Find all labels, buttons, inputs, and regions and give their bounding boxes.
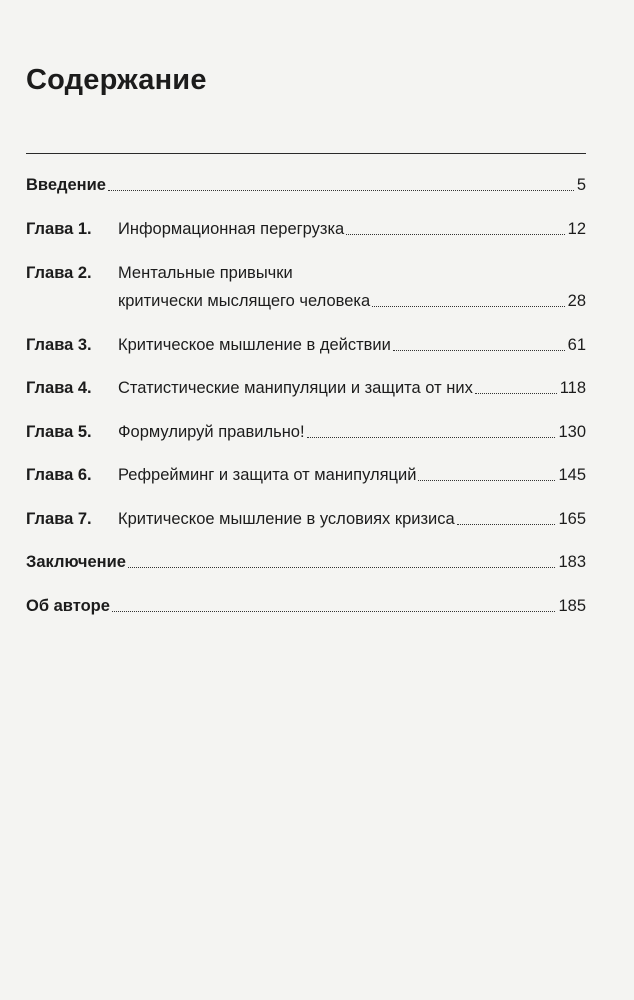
dot-leader: [112, 611, 556, 612]
chapter-prefix: Глава 4.: [26, 379, 92, 397]
dot-leader: [307, 437, 556, 438]
toc-entry-page: 61: [567, 336, 586, 354]
chapter-title: Рефрейминг и защита от манипуляций: [118, 466, 417, 484]
page-title: Содержание: [26, 64, 207, 96]
dot-leader: [372, 306, 564, 307]
toc-entry-chapter-3[interactable]: [26, 332, 586, 356]
dot-leader: [393, 350, 565, 351]
chapter-prefix: Глава 2.: [26, 264, 92, 282]
chapter-title: Критическое мышление в действии: [118, 336, 391, 354]
chapter-prefix: Глава 6.: [26, 466, 92, 484]
dot-leader: [346, 234, 564, 235]
title-divider: [26, 153, 586, 154]
toc-entry-page: 145: [558, 466, 586, 484]
toc-entry-label: Введение: [26, 176, 106, 194]
dot-leader: [418, 480, 555, 481]
dot-leader: [128, 567, 556, 568]
dot-leader: [457, 524, 556, 525]
chapter-prefix: Глава 3.: [26, 336, 92, 354]
toc-entry-conclusion[interactable]: [26, 549, 586, 573]
dot-leader: [475, 393, 557, 394]
toc-entry-page: 12: [567, 220, 586, 238]
chapter-title: Критическое мышление в условиях кризиса: [118, 510, 455, 528]
chapter-title: Формулируй правильно!: [118, 423, 305, 441]
toc-entry-chapter-2[interactable]: [26, 260, 586, 284]
toc-entry-chapter-1[interactable]: [26, 216, 586, 240]
chapter-prefix: Глава 5.: [26, 423, 92, 441]
chapter-prefix: Глава 7.: [26, 510, 92, 528]
toc-entry-page: 183: [558, 553, 586, 571]
toc-entry-chapter-2-continued[interactable]: [26, 288, 586, 312]
toc-entry-page: 28: [567, 292, 586, 310]
chapter-title: Статистические манипуляции и защита от них: [118, 379, 473, 397]
toc-entry-page: 5: [576, 176, 586, 194]
toc-entry-chapter-7[interactable]: [26, 506, 586, 530]
toc-entry-chapter-5[interactable]: [26, 419, 586, 443]
toc-entry-about-author[interactable]: [26, 593, 586, 617]
dot-leader: [108, 190, 574, 191]
chapter-title-line-2: критически мыслящего человека: [118, 292, 371, 310]
chapter-title-line-1: Ментальные привычки: [118, 264, 293, 282]
toc-entry-chapter-6[interactable]: [26, 462, 586, 486]
toc-entry-page: 118: [559, 379, 586, 397]
toc-entry-introduction[interactable]: [26, 172, 586, 196]
toc-entry-chapter-4[interactable]: [26, 375, 586, 399]
toc-entry-page: 165: [558, 510, 586, 528]
toc-entry-page: 185: [558, 597, 586, 615]
toc-entry-label: Об авторе: [26, 597, 110, 615]
chapter-prefix: Глава 1.: [26, 220, 92, 238]
toc-entry-label: Заключение: [26, 553, 126, 571]
chapter-title: Информационная перегрузка: [118, 220, 345, 238]
toc-entry-page: 130: [558, 423, 586, 441]
